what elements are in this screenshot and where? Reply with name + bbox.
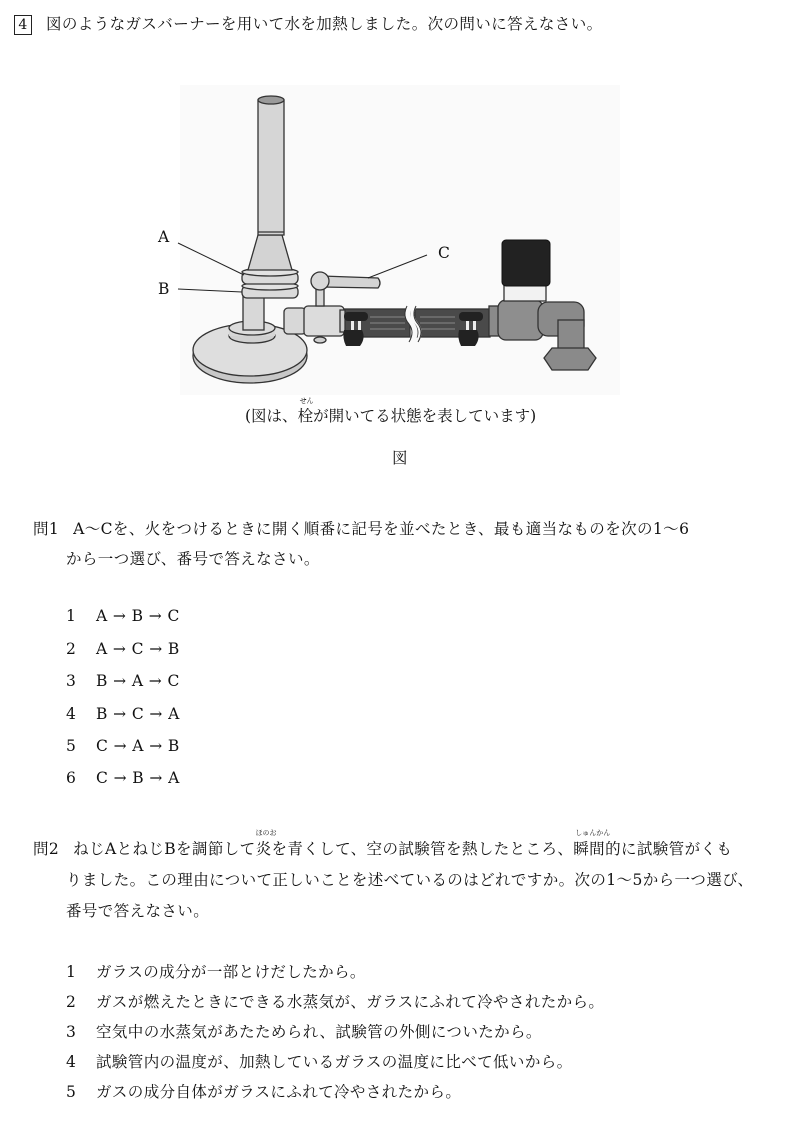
ruby-shunkan: しゅんかん 瞬間 (573, 829, 611, 858)
ruby-sen: せん 栓 (297, 397, 314, 425)
q2-prompt-line3: 番号で答えなさい。 (66, 902, 210, 920)
q2-label: 問2 (33, 840, 60, 858)
figure-label-c: C (438, 244, 451, 262)
question-number-box: 4 (14, 15, 32, 35)
question-instruction: 図のようなガスバーナーを用いて水を加熱しました。次の問いに答えなさい。 (46, 15, 603, 33)
q1-option: 2 A → C → B (66, 640, 180, 658)
q1-option: 3 B → A → C (66, 672, 180, 690)
q2-prompt-line2: りました。この理由について正しいことを述べているのはどれですか。次の1～5から一つ選び、 (66, 871, 754, 889)
q2-option: 5 ガスの成分自体がガラスにふれて冷やされたから。 (66, 1083, 462, 1101)
figure-label-b: B (158, 280, 170, 298)
figure-caption: (図は、 せん 栓が開いてる状態を表しています) (245, 397, 537, 425)
burner-tube (258, 96, 284, 235)
q1-option: 5 C → A → B (66, 737, 180, 755)
figure-label-a: A (158, 228, 170, 246)
q2-option: 2 ガスが燃えたときにできる水蒸気が、ガラスにふれて冷やされたから。 (66, 993, 605, 1011)
gas-burner-figure (140, 80, 630, 400)
ruby-honoo: ほのお 炎 (255, 829, 277, 858)
question-header (14, 12, 603, 35)
figure-label: 図 (392, 449, 408, 467)
q2-prompt-line1: 問2 ねじAとねじBを調節して ほのお 炎を青くして、空の試験管を熱したところ、 しゅんかん 瞬間的に試験管がくも (33, 829, 733, 858)
q2-option: 4 試験管内の温度が、加熱しているガラスの温度に比べて低いから。 (66, 1053, 573, 1071)
q1-option: 1 A → B → C (66, 607, 180, 625)
q1-prompt-line1: 問1 A～Cを、火をつけるときに開く順番に記号を並べたとき、最も適当なものを次の1～6 (33, 520, 690, 538)
q2-option: 3 空気中の水蒸気があたためられ、試験管の外側についたから。 (66, 1023, 542, 1041)
q1-option: 6 C → B → A (66, 769, 180, 787)
q1-prompt-line2: から一つ選び、番号で答えなさい。 (66, 550, 320, 568)
q2-option: 1 ガラスの成分が一部とけだしたから。 (66, 963, 366, 981)
q1-option: 4 B → C → A (66, 705, 180, 723)
q1-label: 問1 (33, 520, 60, 538)
